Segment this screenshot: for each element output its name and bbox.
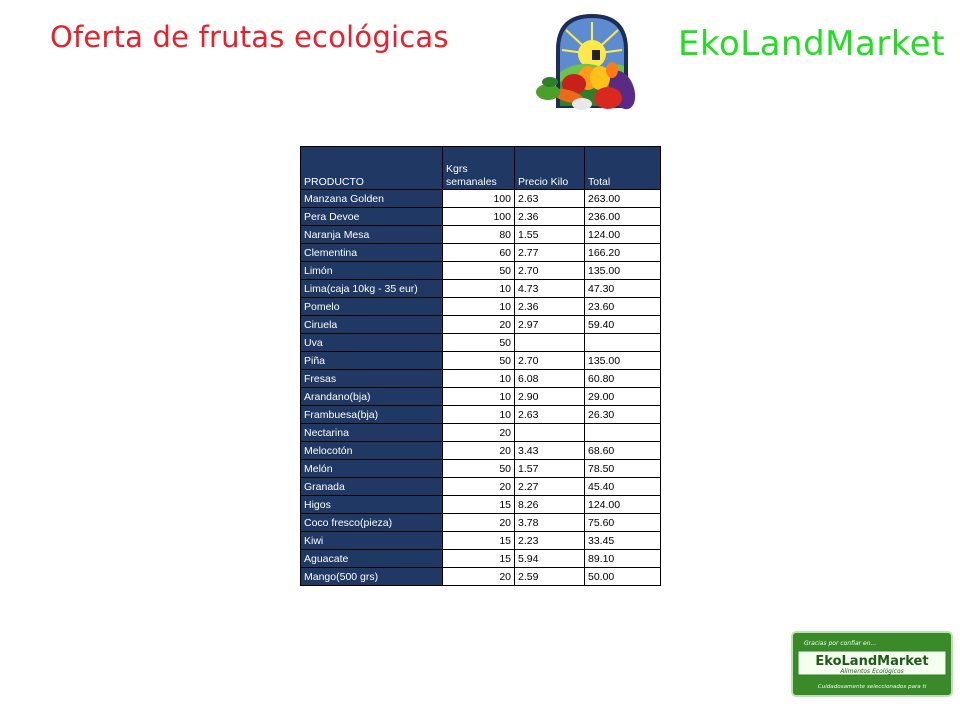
cell-kgrs: 10 <box>443 388 515 406</box>
cell-producto: Melocotón <box>301 442 443 460</box>
cell-total: 29.00 <box>585 388 661 406</box>
cell-total: 135.00 <box>585 262 661 280</box>
table-row <box>301 550 661 568</box>
cell-producto: Mango(500 grs) <box>301 568 443 586</box>
cell-kgrs: 20 <box>443 568 515 586</box>
cell-producto: Naranja Mesa <box>301 226 443 244</box>
cell-total: 23.60 <box>585 298 661 316</box>
cell-producto: Pomelo <box>301 298 443 316</box>
cell-precio: 2.36 <box>515 208 585 226</box>
cell-precio: 2.36 <box>515 298 585 316</box>
table-row <box>301 460 661 478</box>
table-row <box>301 316 661 334</box>
cell-kgrs: 50 <box>443 262 515 280</box>
cell-kgrs: 15 <box>443 532 515 550</box>
cell-total: 45.40 <box>585 478 661 496</box>
cell-total: 78.50 <box>585 460 661 478</box>
cell-precio: 2.59 <box>515 568 585 586</box>
table-row <box>301 208 661 226</box>
cell-total: 124.00 <box>585 226 661 244</box>
cell-kgrs: 50 <box>443 334 515 352</box>
table-row <box>301 424 661 442</box>
cell-total: 236.00 <box>585 208 661 226</box>
table-row <box>301 442 661 460</box>
cell-kgrs: 80 <box>443 226 515 244</box>
cell-precio: 2.63 <box>515 190 585 208</box>
cell-precio: 2.27 <box>515 478 585 496</box>
cell-kgrs: 100 <box>443 190 515 208</box>
cell-producto: Granada <box>301 478 443 496</box>
thanks-line-3: Cuidadosamente seleccionados para ti <box>817 684 927 690</box>
table-row <box>301 298 661 316</box>
cell-precio <box>515 334 585 352</box>
cell-producto: Higos <box>301 496 443 514</box>
cell-precio: 2.77 <box>515 244 585 262</box>
table-row <box>301 226 661 244</box>
cell-total: 124.00 <box>585 496 661 514</box>
table-row <box>301 478 661 496</box>
cell-producto: Frambuesa(bja) <box>301 406 443 424</box>
cell-precio: 1.55 <box>515 226 585 244</box>
cell-producto: Arandano(bja) <box>301 388 443 406</box>
table-row <box>301 388 661 406</box>
cell-producto: Pera Devoe <box>301 208 443 226</box>
vegetables-logo-icon <box>526 10 650 114</box>
table-row <box>301 244 661 262</box>
cell-total: 59.40 <box>585 316 661 334</box>
cell-producto: Uva <box>301 334 443 352</box>
table-row <box>301 370 661 388</box>
cell-precio: 3.43 <box>515 442 585 460</box>
cell-producto: Ciruela <box>301 316 443 334</box>
header-kgrs-semanales: Kgrs semanales <box>443 147 515 190</box>
table-row <box>301 280 661 298</box>
cell-precio: 2.70 <box>515 262 585 280</box>
table-row <box>301 514 661 532</box>
cell-kgrs: 10 <box>443 280 515 298</box>
cell-precio: 1.57 <box>515 460 585 478</box>
cell-total <box>585 334 661 352</box>
cell-total: 68.60 <box>585 442 661 460</box>
cell-total: 89.10 <box>585 550 661 568</box>
table-row <box>301 352 661 370</box>
table-row <box>301 262 661 280</box>
cell-precio: 4.73 <box>515 280 585 298</box>
cell-kgrs: 20 <box>443 514 515 532</box>
cell-total: 33.45 <box>585 532 661 550</box>
thanks-line-2: Alimentos Ecológicos <box>840 668 904 675</box>
thanks-brand: EkoLandMarket <box>815 654 929 669</box>
slide-title: Oferta de frutas ecológicas <box>50 20 449 54</box>
cell-precio: 8.26 <box>515 496 585 514</box>
cell-producto: Coco fresco(pieza) <box>301 514 443 532</box>
cell-kgrs: 50 <box>443 460 515 478</box>
cell-kgrs: 20 <box>443 424 515 442</box>
table-row <box>301 190 661 208</box>
cell-total <box>585 424 661 442</box>
table-row <box>301 406 661 424</box>
cell-kgrs: 60 <box>443 244 515 262</box>
header-total: Total <box>585 147 661 190</box>
table-row <box>301 532 661 550</box>
table-row <box>301 568 661 586</box>
cell-producto: Fresas <box>301 370 443 388</box>
cell-total: 60.80 <box>585 370 661 388</box>
cell-kgrs: 50 <box>443 352 515 370</box>
brand-logo-text: EkoLandMarket <box>678 24 946 64</box>
cell-precio <box>515 424 585 442</box>
cell-kgrs: 15 <box>443 550 515 568</box>
cell-kgrs: 10 <box>443 370 515 388</box>
cell-total: 263.00 <box>585 190 661 208</box>
cell-producto: Manzana Golden <box>301 190 443 208</box>
cell-producto: Kiwi <box>301 532 443 550</box>
thanks-line-1: Gracias por confiar en... <box>804 640 877 647</box>
cell-precio: 2.23 <box>515 532 585 550</box>
cell-total: 26.30 <box>585 406 661 424</box>
cell-precio: 3.78 <box>515 514 585 532</box>
cell-producto: Limón <box>301 262 443 280</box>
cell-producto: Nectarina <box>301 424 443 442</box>
thanks-card <box>790 630 954 698</box>
cell-producto: Melón <box>301 460 443 478</box>
cell-total: 166.20 <box>585 244 661 262</box>
cell-producto: Lima(caja 10kg - 35 eur) <box>301 280 443 298</box>
cell-total: 135.00 <box>585 352 661 370</box>
cell-kgrs: 20 <box>443 478 515 496</box>
cell-precio: 6.08 <box>515 370 585 388</box>
cell-total: 75.60 <box>585 514 661 532</box>
cell-kgrs: 10 <box>443 298 515 316</box>
cell-producto: Aguacate <box>301 550 443 568</box>
header-producto: PRODUCTO <box>301 147 443 190</box>
cell-kgrs: 10 <box>443 406 515 424</box>
cell-kgrs: 20 <box>443 442 515 460</box>
table-header-row <box>301 147 661 190</box>
cell-total: 50.00 <box>585 568 661 586</box>
cell-precio: 2.70 <box>515 352 585 370</box>
cell-kgrs: 100 <box>443 208 515 226</box>
cell-precio: 5.94 <box>515 550 585 568</box>
cell-precio: 2.97 <box>515 316 585 334</box>
cell-precio: 2.63 <box>515 406 585 424</box>
table-row <box>301 496 661 514</box>
cell-producto: Piña <box>301 352 443 370</box>
header-precio-kilo: Precio Kilo <box>515 147 585 190</box>
cell-kgrs: 20 <box>443 316 515 334</box>
table-row <box>301 334 661 352</box>
cell-precio: 2.90 <box>515 388 585 406</box>
table-body <box>301 190 661 586</box>
fruit-offer-table <box>300 146 661 586</box>
cell-kgrs: 15 <box>443 496 515 514</box>
cell-producto: Clementina <box>301 244 443 262</box>
cell-total: 47.30 <box>585 280 661 298</box>
